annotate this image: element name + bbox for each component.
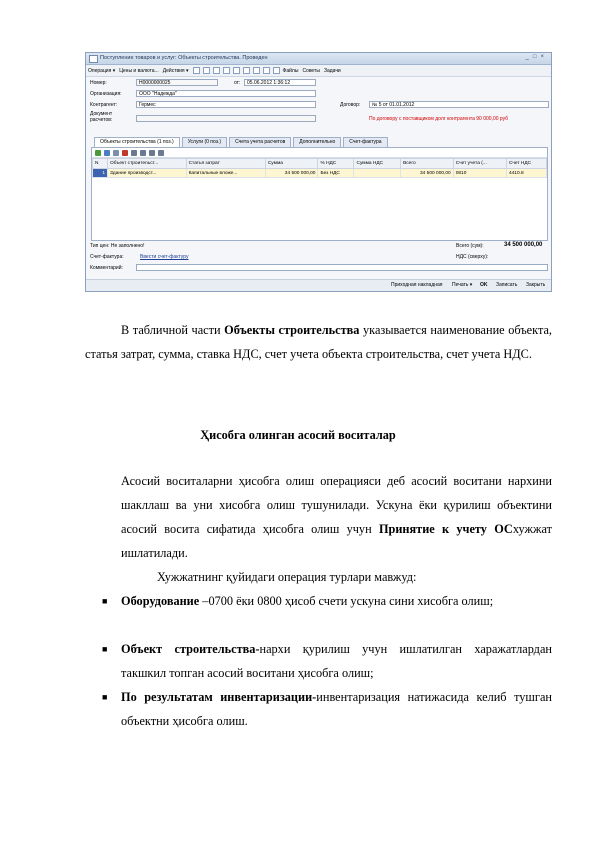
window-titlebar [86, 53, 551, 65]
paragraph-2 [121, 469, 552, 565]
cell-vat-rate[interactable]: Без НДС [318, 169, 354, 178]
add-icon[interactable] [95, 150, 101, 156]
cell-cost-item[interactable]: Капитальные вложе... [186, 169, 265, 178]
doc-label-1: Документ [90, 111, 113, 117]
org-label: Организация: [90, 91, 122, 97]
print-button[interactable]: Печать ▾ [452, 282, 473, 288]
p1-before: В табличной части [121, 323, 225, 337]
ok-button[interactable]: OK [480, 282, 488, 288]
tab-accounts[interactable]: Счета учета расчетов [229, 137, 291, 147]
tasks-link[interactable]: Задачи [323, 67, 341, 74]
bullet-2-text: нархи қурилиш учун ишлатилган харажатлардан такшкил топган асосий воситани ҳисобга олиш; [121, 642, 552, 680]
bullet-1-text: –0700 ёки 0800 ҳисоб счети ускуна сини хисобга олиш; [199, 594, 494, 608]
p1-after: указывается наименование объекта, статья затрат, сумма, ставка НДС, счет учета объекта строительства, счет учета НДС. [85, 323, 553, 361]
col-cost-item[interactable]: Статья затрат [186, 159, 265, 169]
doc-field[interactable] [136, 115, 316, 122]
table-row[interactable] [93, 169, 547, 178]
files-link[interactable]: Файлы [282, 67, 299, 74]
toolbar [86, 65, 551, 77]
col-vat-rate[interactable]: % НДС [318, 159, 354, 169]
refresh-icon[interactable] [243, 67, 250, 74]
window-title: Поступление товаров и услуг: Объекты строительства. Проведен [100, 55, 268, 61]
vat-label: НДС (сверху): [456, 254, 489, 260]
bullet-marker: ■ [102, 692, 108, 702]
date-field[interactable]: 05.06.2012 1:36:12 [244, 79, 316, 86]
save-button[interactable]: Записать [496, 282, 518, 288]
paragraph-1 [85, 318, 552, 366]
cell-account[interactable]: 0810 [453, 169, 506, 178]
footer-bar [86, 279, 551, 291]
cell-total[interactable]: 34 500 000,00 [401, 169, 454, 178]
total-label: Всего (сум): [456, 243, 484, 249]
grid-toolbar [92, 148, 547, 158]
contract-field[interactable]: № 5 от 01.01.2012 [369, 101, 549, 108]
tab-additional[interactable]: Дополнительно [293, 137, 341, 147]
col-vat-account[interactable]: Счет НДС [506, 159, 546, 169]
bullet-marker: ■ [102, 644, 108, 654]
copy-icon[interactable] [223, 67, 230, 74]
comment-field[interactable] [136, 264, 548, 271]
col-sum[interactable]: Сумма [265, 159, 318, 169]
document-icon [89, 55, 98, 63]
col-total[interactable]: Всего [401, 159, 454, 169]
cell-vat-sum[interactable] [354, 169, 401, 178]
grid-header-row [93, 159, 547, 169]
col-object[interactable]: Объект строительст... [108, 159, 187, 169]
menu-operation[interactable]: Операция ▾ [88, 67, 116, 74]
col-n[interactable]: N [93, 159, 108, 169]
tips-link[interactable]: Советы [302, 67, 320, 74]
p2-before: Асосий воситаларни ҳисобга олиш операцияси деб асосий воситани нархини шакллаш ва уни хисобга олиш тушунилади. Ускуна ёки қурилиш объектини асосий восита сифатида ҳисобга олиш учун [121, 474, 552, 536]
menu-actions[interactable]: Действия ▾ [162, 67, 189, 74]
edit-icon[interactable] [113, 150, 119, 156]
grid [92, 158, 547, 178]
window-controls[interactable]: _□× [525, 54, 548, 60]
list-icon[interactable] [273, 67, 280, 74]
invoice-link[interactable]: Ввести счет-фактуру [140, 254, 189, 260]
p2-bold: Принятие к учету ОС [378, 522, 513, 536]
paragraph-3: Хужжатнинг қуйидаги операция турлари мавжуд: [157, 570, 417, 584]
contract-label: Договор: [340, 102, 361, 108]
bullet-3-text: инвентаризация натижасида келиб тушган объектни ҳисобга олиш. [121, 690, 552, 728]
down-icon[interactable] [140, 150, 146, 156]
tab-invoice[interactable]: Счет-фактура [343, 137, 387, 147]
post-icon[interactable] [213, 67, 220, 74]
document-window [85, 52, 552, 292]
number-field[interactable]: Н0000000025 [136, 79, 218, 86]
bullet-marker: ■ [102, 596, 108, 606]
filter-icon[interactable] [158, 150, 164, 156]
contractor-label: Контрагент: [90, 102, 118, 108]
bullet-item-2 [121, 637, 552, 685]
doc-label-2: расчетов: [90, 117, 113, 123]
total-value: 34 500 000,00 [504, 242, 543, 248]
receipt-note-button[interactable]: Приходная накладная [391, 282, 443, 288]
cell-vat-account[interactable]: 4410.8 [506, 169, 546, 178]
invoice-label: Счет-фактура: [90, 254, 124, 260]
close-button[interactable]: Закрыть [526, 282, 546, 288]
col-account[interactable]: Счет учета (... [453, 159, 506, 169]
menu-prices[interactable]: Цены и валюта... [119, 67, 159, 74]
table-icon[interactable] [203, 67, 210, 74]
debt-note: По договору с поставщиком долг контрагента 90 000,00 руб [369, 116, 509, 122]
number-label: Номер: [90, 80, 107, 86]
bullet-item-3 [121, 685, 552, 733]
comment-label: Комментарий: [90, 265, 123, 271]
bullet-1-bold: Оборудование [121, 594, 200, 608]
bullet-3-bold: По результатам инвентаризации- [121, 690, 317, 704]
tab-objects[interactable]: Объекты строительства (1 поз.) [94, 137, 180, 147]
bullet-item-1 [121, 589, 552, 613]
up-icon[interactable] [131, 150, 137, 156]
report-icon[interactable] [253, 67, 260, 74]
save-icon[interactable] [193, 67, 200, 74]
col-vat-sum[interactable]: Сумма НДС [354, 159, 401, 169]
p2-after: хужжат ишлатилади. [121, 522, 552, 560]
copy-row-icon[interactable] [104, 150, 110, 156]
tabs [94, 137, 390, 147]
bullet-2-bold: Объект строительства- [121, 642, 260, 656]
structure-icon[interactable] [233, 67, 240, 74]
sort-icon[interactable] [149, 150, 155, 156]
price-type: Тип цен: Не заполнено! [90, 243, 145, 249]
cell-sum[interactable]: 34 500 000,00 [265, 169, 318, 178]
objects-table [91, 147, 548, 241]
section-heading: Ҳисобга олинган асосий воситалар [200, 428, 396, 442]
date-label: от: [234, 80, 241, 86]
contractor-field[interactable]: Гермес [136, 101, 316, 108]
cell-object[interactable]: Здание производст... [108, 169, 187, 178]
cell-n[interactable]: 1 [93, 169, 108, 178]
tab-services[interactable]: Услуги (0 поз.) [182, 137, 227, 147]
org-field[interactable]: ООО "Надежда" [136, 90, 316, 97]
p1-bold: Объекты строительства [224, 323, 360, 337]
tree-icon[interactable] [263, 67, 270, 74]
delete-icon[interactable] [122, 150, 128, 156]
